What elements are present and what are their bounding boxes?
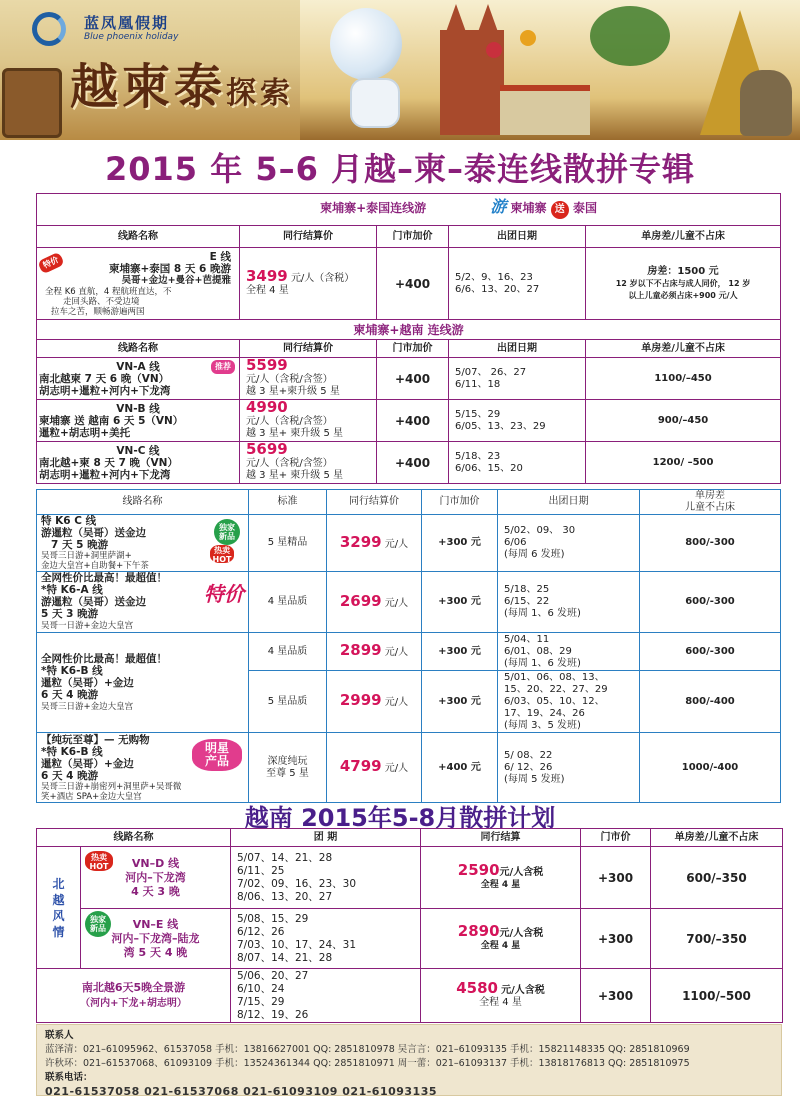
section-header-cambodia-vietnam: 柬埔寨+越南 连线游 bbox=[37, 320, 781, 340]
vietnam-plan-table bbox=[36, 828, 783, 1023]
dates-cell: 5/07、14、21、28 6/11、25 7/02、09、16、23、30 8/06、13、20、27 bbox=[231, 847, 421, 909]
extra-cell: 房差：1500 元 12 岁以下不占床与成人同价， 12 岁 以上儿童必须占床+900 元/人 bbox=[586, 248, 781, 320]
price-cell: 2890元/人含税 全程 4 星 bbox=[421, 909, 581, 969]
column-header: 单房差 儿童不占床 bbox=[640, 490, 781, 515]
price-cell: 5699元/人（含税/含签） 越 3 星+ 柬升级 5 星 bbox=[240, 442, 377, 484]
k6-lines-table bbox=[36, 489, 781, 803]
extra-cell: 1100/–500 bbox=[651, 969, 783, 1023]
markup-cell: +400 bbox=[377, 442, 449, 484]
contact-footer bbox=[36, 1024, 782, 1096]
extra-cell: 700/–350 bbox=[651, 909, 783, 969]
logo-icon bbox=[32, 12, 66, 46]
dates-cell: 5/ 08、22 6/ 12、26 (每周 5 发班) bbox=[498, 733, 640, 803]
suitcase-illustration bbox=[2, 68, 62, 138]
column-header: 线路名称 bbox=[37, 340, 240, 358]
banner-title: 越柬泰探索 bbox=[70, 59, 295, 115]
table-row bbox=[37, 969, 783, 1023]
standard-cell: 5 星品质 bbox=[249, 671, 327, 733]
column-header: 同行结算 bbox=[421, 829, 581, 847]
phone-label: 联系电话： bbox=[45, 1072, 93, 1083]
column-header: 线路名称 bbox=[37, 490, 249, 515]
route-cell: 南北越6天5晚全景游 （河内+下龙+胡志明） bbox=[37, 969, 231, 1023]
markup-cell: +400 bbox=[377, 400, 449, 442]
markup-cell: +300 bbox=[581, 969, 651, 1023]
dates-cell: 5/08、15、29 6/12、26 7/03、10、17、24、31 8/07、14、21、28 bbox=[231, 909, 421, 969]
route-cell: VN-B 线 柬埔寨 送 越南 6 天 5（VN） 暹粒+胡志明+美托 bbox=[37, 400, 240, 442]
dates-cell: 5/06、20、27 6/10、24 7/15、29 8/12、19、26 bbox=[231, 969, 421, 1023]
contact-label: 联系人 bbox=[45, 1030, 74, 1041]
dates-cell: 5/2、9、16、23 6/6、13、20、27 bbox=[449, 248, 586, 320]
top-banner bbox=[0, 0, 800, 140]
special-price-label: 特价 bbox=[204, 582, 244, 606]
price-cell: 2899 元/人 bbox=[327, 633, 422, 671]
mascot-body-illustration bbox=[350, 78, 400, 128]
dates-cell: 5/01、06、08、13、 15、20、22、27、29 6/03、05、10、12、 17、19、24、26 (每周 3、5 发班) bbox=[498, 671, 640, 733]
extra-cell: 800/-400 bbox=[640, 671, 781, 733]
price-cell: 5599元/人（含税/含签） 越 3 星+柬升级 5 星 bbox=[240, 358, 377, 400]
dates-cell: 5/04、11 6/01、08、29 (每周 1、6 发班) bbox=[498, 633, 640, 671]
price-cell: 2699 元/人 bbox=[327, 572, 422, 633]
standard-cell: 4 星品质 bbox=[249, 633, 327, 671]
table-row bbox=[37, 400, 781, 442]
route-cell: VN-C 线 南北越+柬 8 天 7 晚（VN） 胡志明+暹粒+河内+下龙湾 bbox=[37, 442, 240, 484]
column-header: 出团日期 bbox=[449, 226, 586, 248]
column-header: 同行结算价 bbox=[240, 340, 377, 358]
buddha-statue-illustration bbox=[740, 70, 792, 136]
price-cell: 2590元/人含税 全程 4 星 bbox=[421, 847, 581, 909]
column-header: 出团日期 bbox=[498, 490, 640, 515]
hot-sale-badge: 热卖 HOT bbox=[85, 851, 113, 871]
extra-cell: 800/-300 bbox=[640, 515, 781, 572]
cambodia-thailand-vietnam-table bbox=[36, 193, 781, 484]
brand-name: 蓝凤凰假期 bbox=[84, 14, 170, 32]
column-header: 标准 bbox=[249, 490, 327, 515]
price-cell: 3299 元/人 bbox=[327, 515, 422, 572]
column-header: 出团日期 bbox=[449, 340, 586, 358]
dates-cell: 5/18、23 6/06、15、20 bbox=[449, 442, 586, 484]
dates-cell: 5/15、29 6/05、13、23、29 bbox=[449, 400, 586, 442]
price-cell: 3499 元/人（含税） 全程 4 星 bbox=[240, 248, 377, 320]
lantern-icon bbox=[520, 30, 536, 46]
price-cell: 4799 元/人 bbox=[327, 733, 422, 803]
standard-cell: 5 星精品 bbox=[249, 515, 327, 572]
special-price-tag: 特价 bbox=[37, 252, 65, 275]
table-row bbox=[37, 733, 781, 803]
dates-cell: 5/18、25 6/15、22 (每周 1、6 发班) bbox=[498, 572, 640, 633]
column-header: 单房差/儿童不占床 bbox=[586, 226, 781, 248]
route-cell: 独家 新品 VN–E 线 河内–下龙湾–陆龙 湾 5 天 4 晚 bbox=[81, 909, 231, 969]
route-cell: 特 K6 C 线 游暹粒（吴哥）送金边 7 天 5 晚游 吴哥三日游+洞里萨湖+ 金边大皇宫+自助餐+下午茶 独家 新品 热卖 HOT bbox=[37, 515, 249, 572]
exclusive-new-badge: 独家 新品 bbox=[214, 519, 240, 545]
markup-cell: +400 元 bbox=[422, 733, 498, 803]
column-header: 团 期 bbox=[231, 829, 421, 847]
vietnam-section-title: 越南 2015年5-8月散拼计划 bbox=[244, 804, 556, 832]
price-cell: 4990元/人（含税/含签） 越 3 星+ 柬升级 5 星 bbox=[240, 400, 377, 442]
extra-cell: 1200/ –500 bbox=[586, 442, 781, 484]
column-header: 线路名称 bbox=[37, 226, 240, 248]
standard-cell: 深度纯玩 至尊 5 星 bbox=[249, 733, 327, 803]
table-row bbox=[37, 847, 783, 909]
route-cell: 全网性价比最高！最超值！ *特 K6-B 线 暹粒（吴哥）+金边 6 天 4 晚游 吴哥三日游+金边大皇宫 bbox=[37, 633, 249, 733]
extra-cell: 1100/–450 bbox=[586, 358, 781, 400]
lantern-icon bbox=[486, 42, 502, 58]
palace-illustration bbox=[500, 85, 590, 135]
column-header: 线路名称 bbox=[37, 829, 231, 847]
brand-name-en: Blue phoenix holiday bbox=[84, 32, 179, 42]
extra-cell: 600/-300 bbox=[640, 572, 781, 633]
route-cell: 【纯玩至尊】— 无购物 *特 K6-B 线 暹粒（吴哥）+金边 6 天 4 晚游 吴哥三日游+崩密列+洞里萨+吴哥微 笑+酒店 SPA+金边大皇宫 明星 产品 bbox=[37, 733, 249, 803]
contact-row: 蓝泽清：021–61095962、61537058 手机：13816627001 QQ: 2851810978 吴言言：021–61093135 手机：15821148335 QQ: 2851810969 bbox=[45, 1044, 690, 1055]
extra-cell: 900/–450 bbox=[586, 400, 781, 442]
table-row bbox=[37, 572, 781, 633]
exclusive-new-badge: 独家 新品 bbox=[85, 911, 111, 937]
markup-cell: +400 bbox=[377, 358, 449, 400]
extra-cell: 600/-300 bbox=[640, 633, 781, 671]
table-row bbox=[37, 633, 781, 671]
table-row bbox=[37, 515, 781, 572]
table-row bbox=[37, 909, 783, 969]
price-cell: 2999 元/人 bbox=[327, 671, 422, 733]
palm-tree-illustration bbox=[590, 6, 670, 66]
dates-cell: 5/02、09、 30 6/06 (每周 6 发班) bbox=[498, 515, 640, 572]
extra-cell: 1000/-400 bbox=[640, 733, 781, 803]
column-header: 门市加价 bbox=[422, 490, 498, 515]
hot-sale-badge: 热卖 HOT bbox=[210, 545, 234, 563]
column-header: 门市加价 bbox=[377, 226, 449, 248]
markup-cell: +300 bbox=[581, 847, 651, 909]
column-header: 单房差/儿童不占床 bbox=[651, 829, 783, 847]
markup-cell: +300 bbox=[581, 909, 651, 969]
region-label: 北越风情 bbox=[37, 847, 81, 969]
section-header-cambodia-thailand: 柬埔寨+泰国连线游 游 柬埔寨 送 泰国 bbox=[37, 194, 781, 226]
standard-cell: 4 星品质 bbox=[249, 572, 327, 633]
markup-cell: +400 bbox=[377, 248, 449, 320]
phone-numbers: 021-61537058 021-61537068 021-61093109 021-61093135 bbox=[45, 1085, 438, 1098]
markup-cell: +300 元 bbox=[422, 671, 498, 733]
table-row bbox=[37, 248, 781, 320]
markup-cell: +300 元 bbox=[422, 572, 498, 633]
table-row bbox=[37, 358, 781, 400]
page-title: 2015 年 5–6 月越–柬–泰连线散拼专辑 bbox=[104, 150, 696, 188]
column-header: 同行结算价 bbox=[240, 226, 377, 248]
price-cell: 4580 元/人含税 全程 4 星 bbox=[421, 969, 581, 1023]
contact-row: 许秋环：021–61537068、61093109 手机：13524361344 QQ: 2851810971 周一蕾：021–61093137 手机：13818176813 QQ: 2851810975 bbox=[45, 1058, 690, 1069]
route-cell: 推荐 VN-A 线 南北越柬 7 天 6 晚（VN） 胡志明+暹粒+河内+下龙湾 bbox=[37, 358, 240, 400]
route-cell: 热卖 HOT VN–D 线 河内–下龙湾 4 天 3 晚 bbox=[81, 847, 231, 909]
table-row bbox=[37, 442, 781, 484]
column-header: 门市加价 bbox=[377, 340, 449, 358]
recommend-tag: 推荐 bbox=[211, 360, 235, 374]
markup-cell: +300 元 bbox=[422, 633, 498, 671]
route-cell: 全网性价比最高！最超值！ *特 K6-A 线 游暹粒（吴哥）送金边 5 天 3 晚游 吴哥一日游+金边大皇宫 特价 bbox=[37, 572, 249, 633]
extra-cell: 600/–350 bbox=[651, 847, 783, 909]
route-cell: 特价 E 线 柬埔寨+泰国 8 天 6 晚游 吴哥+金边+曼谷+芭提雅 全程 K6 直航，4 程航班直达，不 走回头路、不受边境 拉车之苦，顺畅游遍两国 bbox=[37, 248, 240, 320]
mascot-head-illustration bbox=[330, 8, 402, 80]
markup-cell: +300 元 bbox=[422, 515, 498, 572]
star-product-badge: 明星 产品 bbox=[192, 739, 242, 771]
column-header: 门市价 bbox=[581, 829, 651, 847]
dates-cell: 5/07、 26、27 6/11、18 bbox=[449, 358, 586, 400]
column-header: 单房差/儿童不占床 bbox=[586, 340, 781, 358]
column-header: 同行结算价 bbox=[327, 490, 422, 515]
